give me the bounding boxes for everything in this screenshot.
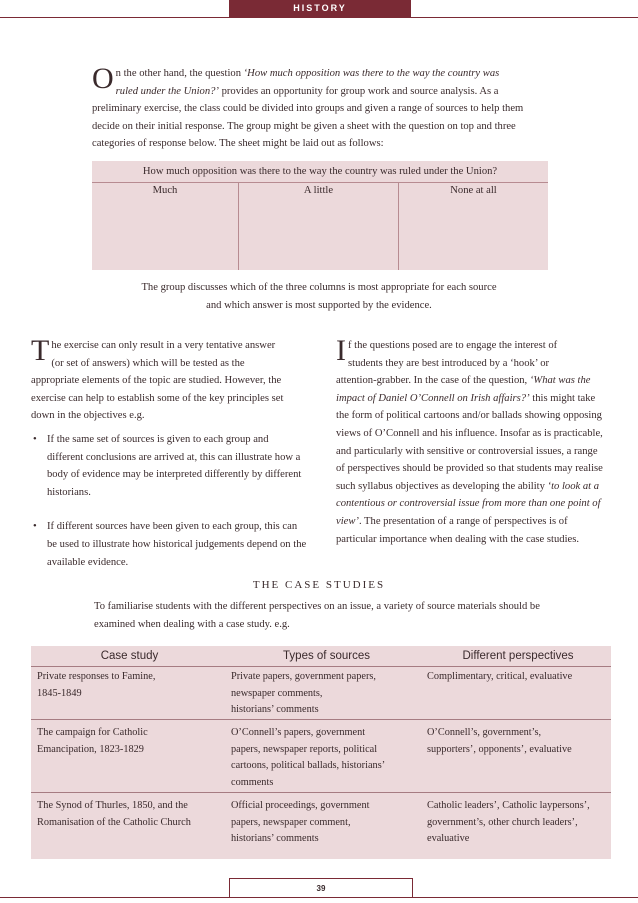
column-a-little: A little [303,185,334,196]
left-rest: appropriate elements of the topic are studied. However, the exercise can help to establish some of the key principles set down in the objectives e.g. [31,375,284,422]
table-cell: Complimentary, critical, evaluative [427,671,573,682]
row-divider [31,792,611,793]
list-item: • If the same set of sources is given to each group and different conclusions are arrived at, this can illustrate how a body of evidence may be interpreted differently by different historians. [31,431,307,501]
table-cell: Private responses to Famine, 1845-1849 [37,671,156,699]
table-header-types-of-sources: Types of sources [283,650,370,662]
intro-line2-text: provides an opportunity for group work and source analysis. As a [218,85,499,97]
column-none-at-all: None at all [450,185,497,196]
column-much: Much [152,185,178,196]
group-note: The group discusses which of the three columns is most appropriate for each source and which answer is most supported by the evidence. [141,282,497,311]
table-header-different-perspectives: Different perspectives [462,650,574,662]
intro-line1-text: n the other hand, the question [115,68,244,79]
intro-dropcap: O [92,62,114,95]
header-divider [31,666,611,667]
page-number: 39 [229,878,413,898]
table-cell: Catholic leaders’, Catholic laypersons’, government’s, other church leaders’, evaluative [427,800,590,845]
bullet-icon: • [33,521,37,533]
left-column [31,334,307,588]
right-line2: students they are best introduced by a ‘hook’ or [348,357,550,369]
table-cell: Official proceedings, government papers, newspaper comment, historians’ comments [231,800,370,845]
objectives-list [31,431,307,571]
bullet-icon: • [33,433,37,445]
right-rest: attention-grabber. In the case of the question, ‘What was the impact of Daniel O’Connell on Irish affairs?’ this might take the form of political cartoons and/or ballads showing opposing views of O’Connell and his influence. Insofar as is practicable, and particularly with sensitive or controversial issues, a range of perspectives should be provided so that students may realise such syllabus objectives as developing the ability ‘to look at a contentious or controversial issue from more than one point of view’. The presentation of a range of perspectives is of particular importance when dealing with the case studies. [336,375,603,545]
list-item: • If different sources have been given to each group, this can be used to illustrate how historical judgements depend on the available evidence. [31,518,307,571]
right-column [336,334,608,548]
section-header-tab: HISTORY [229,0,411,17]
footer-rule [0,897,638,898]
header-rule [0,17,638,18]
left-line2: (or set of answers) which will be tested as the [51,357,245,369]
table-header-case-study: Case study [100,650,159,662]
intro-paragraph [92,62,540,153]
right-dropcap: I [336,334,346,367]
case-studies-table [31,646,611,859]
table-cell: O’Connell’s, government’s, supporters’, opponents’, evaluative [427,727,572,755]
right-line1: f the questions posed are to engage the interest of [348,340,558,351]
question-sheet [92,161,548,270]
intro-rest: preliminary exercise, the class could be divided into groups and given a range of sources to help them decide on their initial response. The group might be given a sheet with the question on top and three categories of response below. The sheet might be laid out as follows: [92,103,524,150]
case-studies-intro: To familiarise students with the different perspectives on an issue, a variety of source materials should be examined when dealing with a case study. e.g. [94,601,540,630]
table-cell: Private papers, government papers, newspaper comments, historians’ comments [231,671,376,716]
question-sheet-question: How much opposition was there to the way the country was ruled under the Union? [92,161,548,183]
table-cell: The Synod of Thurles, 1850, and the Romanisation of the Catholic Church [37,800,191,828]
left-line1: he exercise can only result in a very tentative answer [51,340,276,351]
intro-line1-italic: ‘How much opposition was there to the way the country was [243,68,500,79]
table-cell: The campaign for Catholic Emancipation, 1823-1829 [37,727,148,755]
case-studies-title: THE CASE STUDIES [252,579,386,591]
table-cell: O’Connell’s papers, government papers, newspaper reports, political cartoons, political ballads, historians’ comments [231,727,386,788]
intro-line2-italic: ruled under the Union?’ [115,85,219,97]
left-dropcap: T [31,334,50,367]
row-divider [31,719,611,720]
